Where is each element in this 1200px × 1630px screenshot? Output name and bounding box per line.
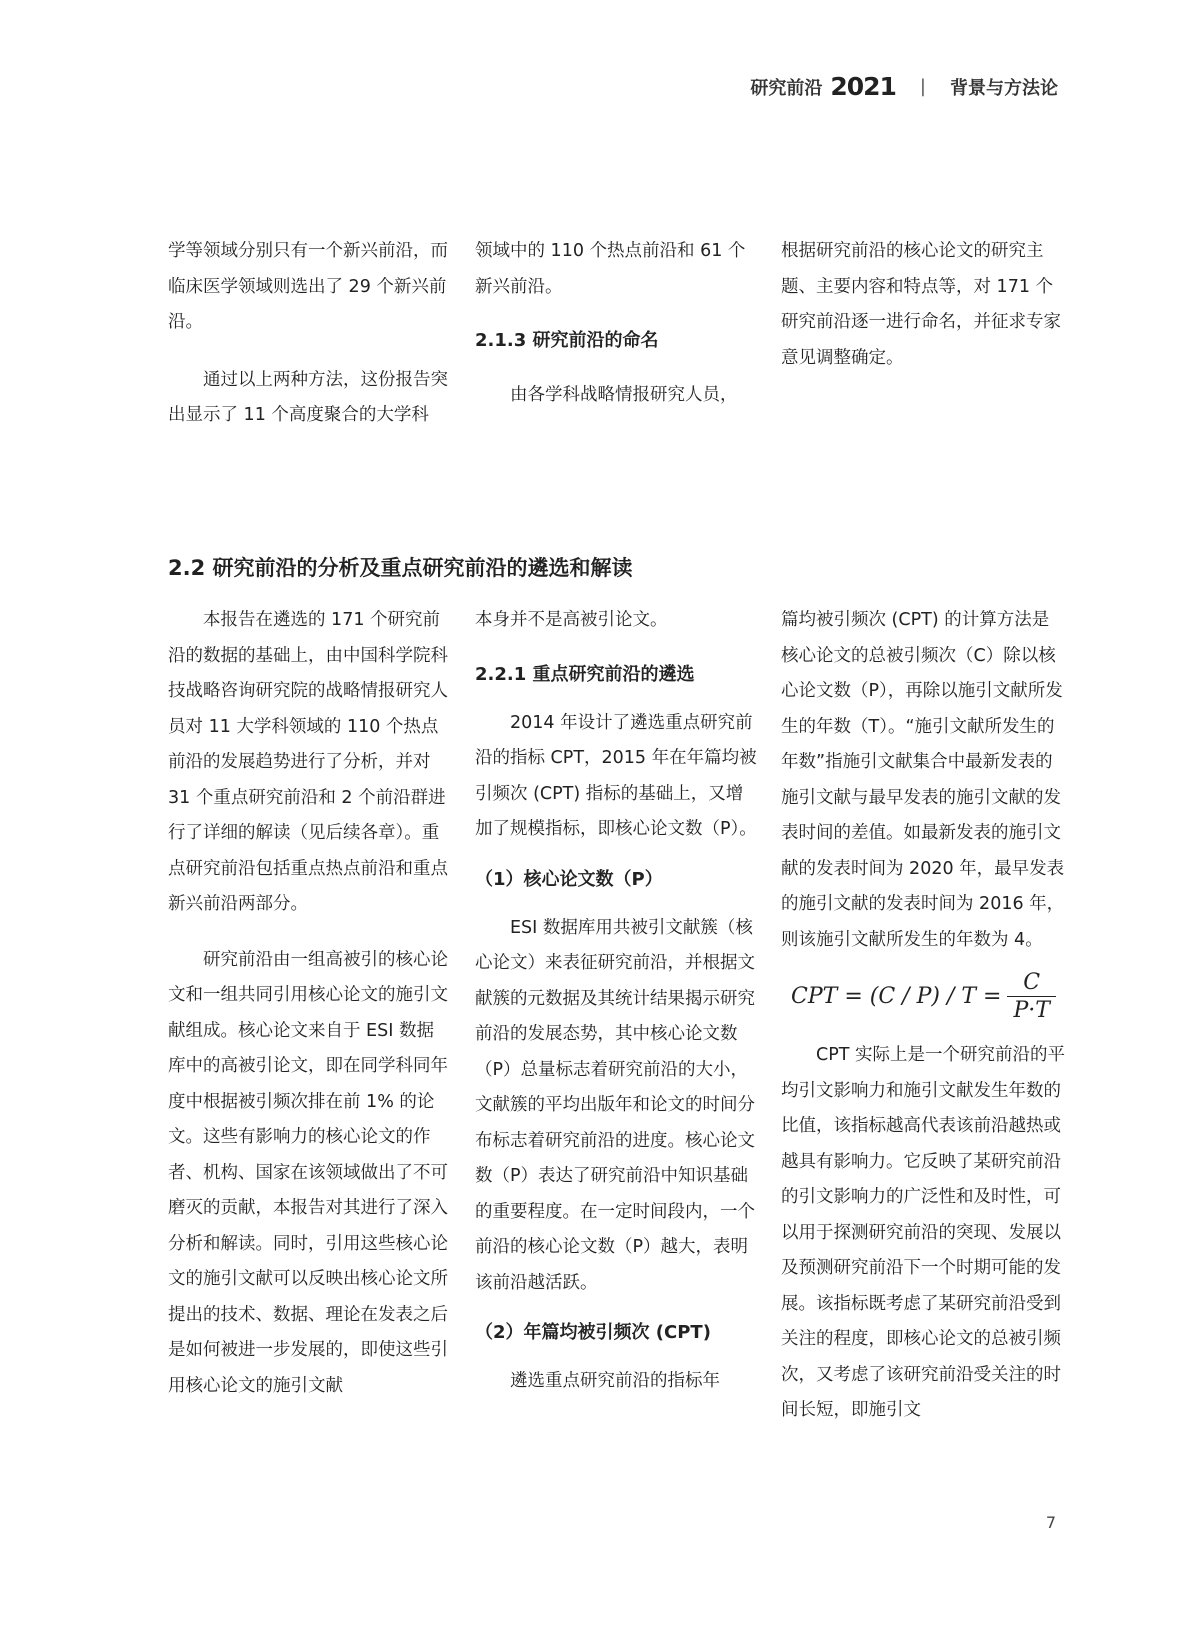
formula-lhs: CPT = (C / P) / T = — [791, 984, 1002, 1010]
top-column-3 — [781, 234, 1066, 376]
subsection-heading: （2）年篇均被引频次 (CPT) — [475, 1322, 711, 1343]
paragraph: 通过以上两种方法，这份报告突出显示了 11 个高度聚合的大学科 — [168, 369, 448, 425]
subsection-heading: 2.1.3 研究前沿的命名 — [475, 330, 659, 351]
formula-numerator: C — [1023, 969, 1041, 995]
paragraph: 学等领域分别只有一个新兴前沿，而临床医学领域则选出了 29 个新兴前沿。 — [168, 241, 448, 332]
paragraph: 研究前沿由一组高被引的核心论文和一组共同引用核心论文的施引文献组成。核心论文来自于 ESI 数据库中的高被引论文，即在同学科同年度中根据被引频次排在前 1% 的论文。这些有影响力的核心论文的作者、机构、国家在该领域做出了不可磨灭的贡献，本报告对其进行了深入分析和解读。同时，引用这些核心论文的施引文献可以反映出核心论文所提出的技术、数据、理论在发表之后是如何被进一步发展的，即使这些引用核心论文的施引文献 — [168, 949, 448, 1396]
running-header — [750, 72, 1058, 101]
top-column-2 — [475, 234, 760, 414]
paragraph: 2014 年设计了遴选重点研究前沿的指标 CPT，2015 年在年篇均被引频次 (CPT) 指标的基础上，又增加了规模指标，即核心论文数（P）。 — [475, 712, 757, 839]
paragraph: 根据研究前沿的核心论文的研究主题、主要内容和特点等，对 171 个研究前沿逐一进行命名，并征求专家意见调整确定。 — [781, 241, 1061, 368]
paragraph: ESI 数据库用共被引文献簇（核心论文）来表征研究前沿，并根据文献簇的元数据及其统计结果揭示研究前沿的发展态势，其中核心论文数（P）总量标志着研究前沿的大小，文献簇的平均出版年和论文的时间分布标志着研究前沿的进度。核心论文数（P）表达了研究前沿中知识基础的重要程度。在一定时间段内，一个前沿的核心论文数（P）越大，表明该前沿越活跃。 — [475, 917, 755, 1293]
page-number: 7 — [1045, 1513, 1056, 1532]
paragraph: 领域中的 110 个热点前沿和 61 个新兴前沿。 — [475, 241, 746, 297]
header-title: 研究前沿 — [750, 77, 823, 99]
paragraph: 本报告在遴选的 171 个研究前沿的数据的基础上，由中国科学院科技战略咨询研究院的战略情报研究人员对 11 大学科领域的 110 个热点前沿的发展趋势进行了分析，并对 31 个重点研究前沿和 2 个前沿群进行了详细的解读（见后续各章）。重点研究前沿包括重点热点前沿和重点新兴前沿两部分。 — [168, 610, 448, 914]
main-column-1 — [168, 603, 451, 1404]
formula-denominator: P·T — [1007, 996, 1055, 1025]
header-separator: | — [919, 76, 926, 97]
main-column-3 — [781, 603, 1066, 1429]
paragraph: 篇均被引频次 (CPT) 的计算方法是核心论文的总被引频次（C）除以核心论文数（P），再除以施引文献所发生的年数（T）。“施引文献所发生的年数”指施引文献集合中最新发表的施引文献与最早发表的施引文献的发表时间的差值。如最新发表的施引文献的发表时间为 2020 年，最早发表的施引文献的发表时间为 2016 年，则该施引文献所发生的年数为 4。 — [781, 610, 1065, 950]
formula-fraction — [1007, 970, 1055, 1025]
paragraph: 遴选重点研究前沿的指标年 — [510, 1371, 720, 1391]
section-title: 2.2 研究前沿的分析及重点研究前沿的遴选和解读 — [168, 556, 633, 580]
paragraph: CPT 实际上是一个研究前沿的平均引文影响力和施引文献发生年数的比值，该指标越高代表该前沿越热或越具有影响力。它反映了某研究前沿的引文影响力的广泛性和及时性，可以用于探测研究前沿的突现、发展以及预测研究前沿下一个时期可能的发展。该指标既考虑了某研究前沿受到关注的程度，即核心论文的总被引频次，又考虑了该研究前沿受关注的时间长短，即施引文 — [781, 1045, 1066, 1420]
top-column-1 — [168, 234, 451, 434]
paragraph: 本身并不是高被引论文。 — [475, 610, 668, 630]
main-column-2 — [475, 603, 760, 1400]
subsection-heading: 2.2.1 重点研究前沿的遴选 — [475, 663, 695, 685]
cpt-formula — [781, 962, 1066, 1032]
header-section: 背景与方法论 — [950, 77, 1058, 99]
paragraph: 由各学科战略情报研究人员， — [510, 385, 738, 405]
header-year: 2021 — [830, 72, 896, 101]
subsection-heading: （1）核心论文数（P） — [475, 868, 663, 890]
